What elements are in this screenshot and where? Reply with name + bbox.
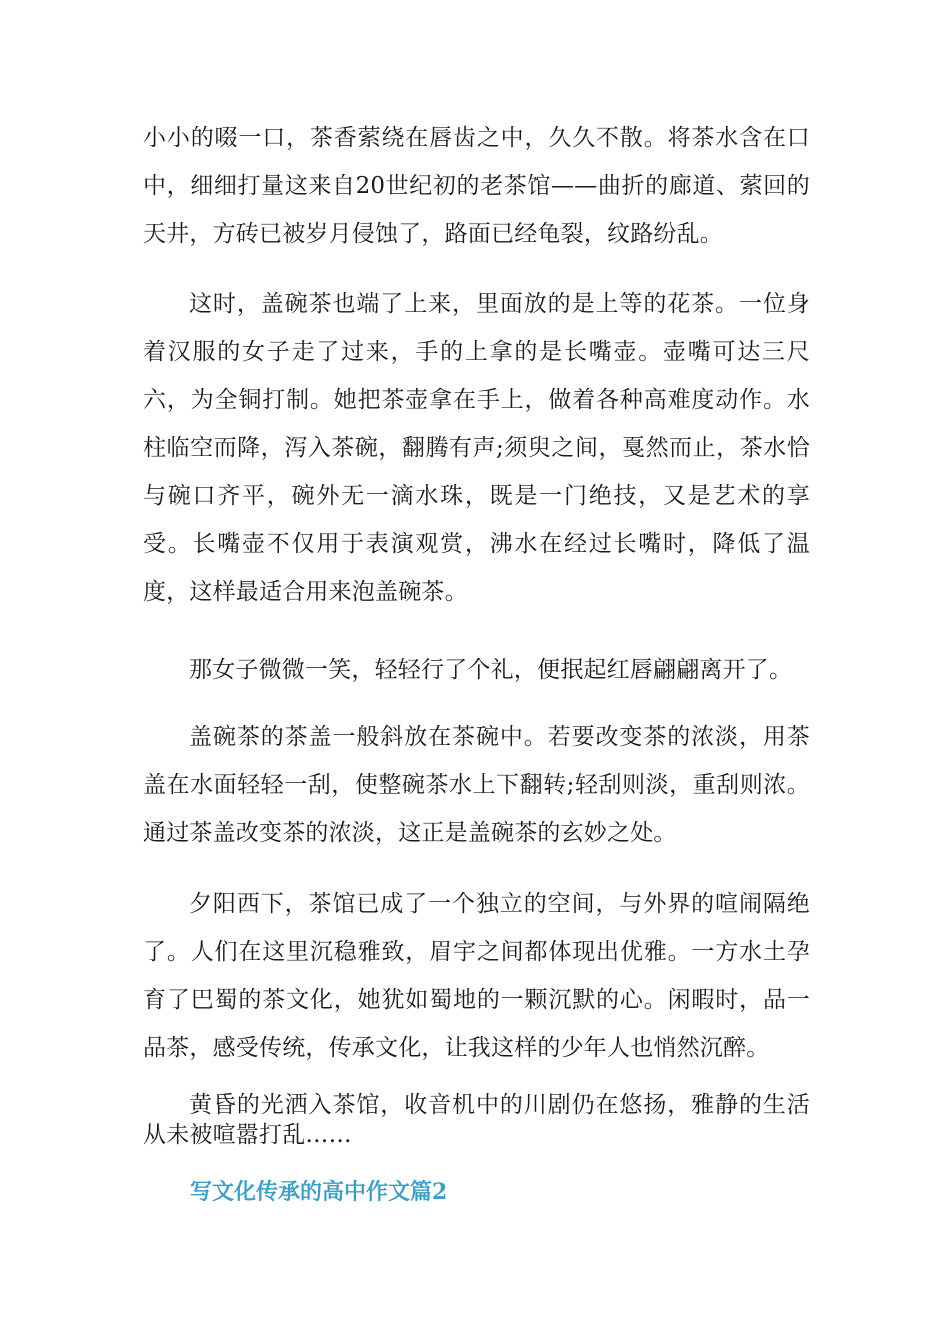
paragraph-3: 那女子微微一笑，轻轻行了个礼，便抿起红唇翩翩离开了。 xyxy=(189,657,793,683)
paragraph-5: 夕阳西下，茶馆已成了一个独立的空间，与外界的喧闹隔绝了。人们在这里沉稳雅致，眉宇之间都体现出优雅。一方水土孕育了巴蜀的茶文化，她犹如蜀地的一颗沉默的心。闲暇时，品一品茶，感受传统，传承文化，让我这样的少年人也悄然沉醉。 xyxy=(143,891,810,1061)
paragraph-2: 这时，盖碗茶也端了上来，里面放的是上等的花茶。一位身着汉服的女子走了过来，手的上拿的是长嘴壶。壶嘴可达三尺六，为全铜打制。她把茶壶拿在手上，做着各种高难度动作。水柱临空而降，泻入茶碗，翻腾有声;须臾之间，戛然而止，茶水恰与碗口齐平，碗外无一滴水珠，既是一门绝技，又是艺术的享受。长嘴壶不仅用于表演观赏，沸水在经过长嘴时，降低了温度，这样最适合用来泡盖碗茶。 xyxy=(143,291,810,605)
paragraph-4: 盖碗茶的茶盖一般斜放在茶碗中。若要改变茶的浓淡，用茶盖在水面轻轻一刮，使整碗茶水上下翻转;轻刮则淡，重刮则浓。通过茶盖改变茶的浓淡，这正是盖碗茶的玄妙之处。 xyxy=(143,724,810,846)
paragraph-6: 黄昏的光洒入茶馆，收音机中的川剧仍在悠扬，雅静的生活从未被喧嚣打乱…… xyxy=(143,1092,810,1148)
section-heading: 写文化传承的高中作文篇2 xyxy=(190,1179,448,1205)
paragraph-1: 小小的啜一口，茶香萦绕在唇齿之中，久久不散。将茶水含在口中，细细打量这来自20世纪初的老茶馆——曲折的廊道、萦回的天井，方砖已被岁月侵蚀了，路面已经龟裂，纹路纷乱。 xyxy=(143,125,810,247)
